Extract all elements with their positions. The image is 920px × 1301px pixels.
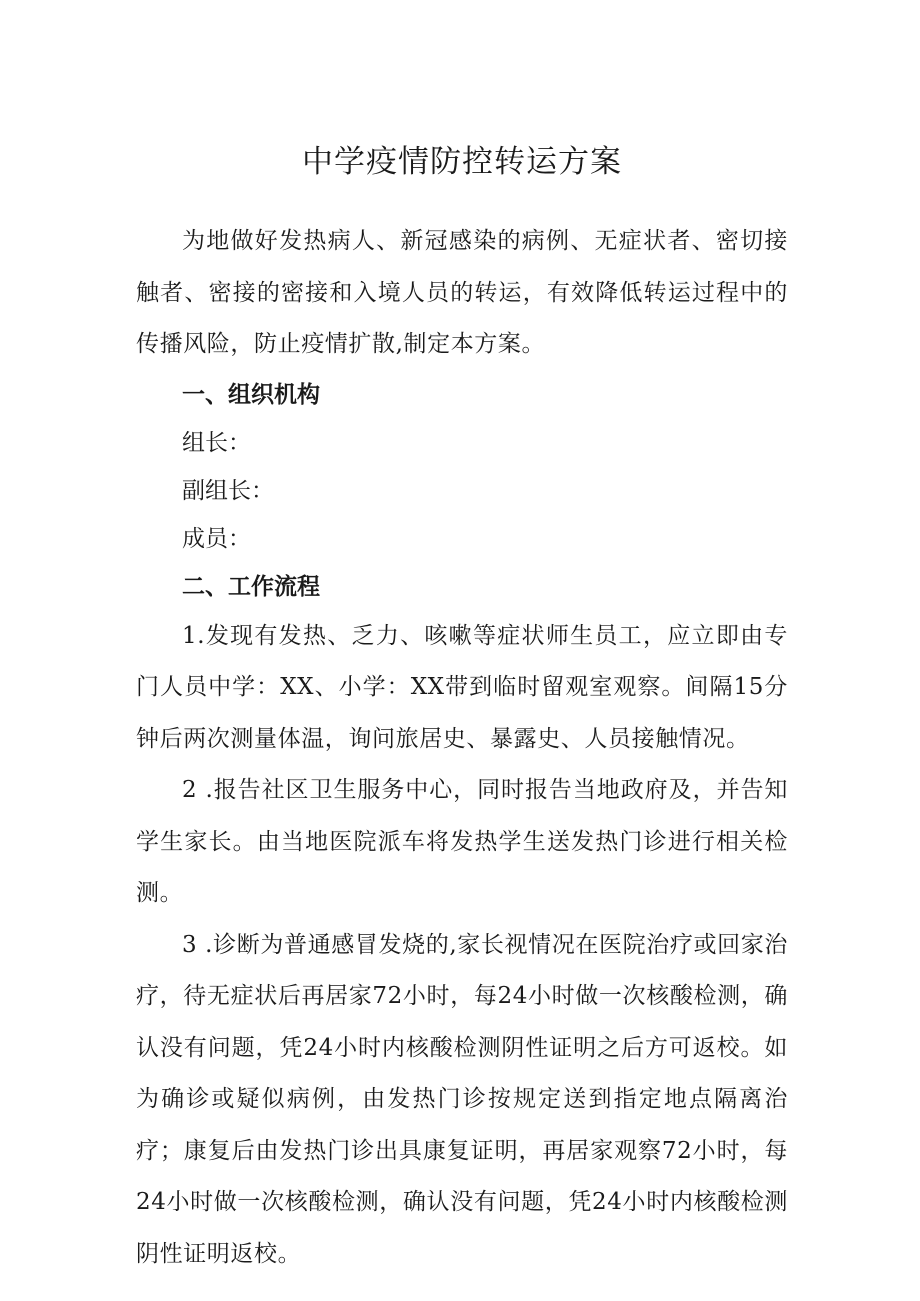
deputy-leader-line: 副组长：: [182, 477, 274, 504]
section-heading-workflow: 二、工作流程: [182, 573, 320, 600]
document-title: 中学疫情防控转运方案: [302, 144, 622, 180]
workflow-item-2: 2 .报告社区卫生服务中心，同时报告当地政府及，并告知学生家长。由当地医院派车将发热学生送发热门诊进行相关检测。: [136, 777, 788, 906]
workflow-item-1: 1.发现有发热、乏力、咳嗽等症状师生员工，应立即由专门人员中学：XX、小学：XX带到临时留观室观察。间隔15分钟后两次测量体温，询问旅居史、暴露史、人员接触情况。: [136, 622, 788, 752]
section-heading-organization: 一、组织机构: [182, 381, 320, 408]
leader-line: 组长：: [182, 429, 251, 456]
members-line: 成员：: [182, 525, 251, 552]
intro-paragraph: 为地做好发热病人、新冠感染的病例、无症状者、密切接触者、密接的密接和入境人员的转运，有效降低转运过程中的传播风险，防止疫情扩散,制定本方案。: [136, 228, 788, 357]
workflow-item-3: 3 .诊断为普通感冒发烧的,家长视情况在医院治疗或回家治疗，待无症状后再居家72小时，每24小时做一次核酸检测，确认没有问题，凭24小时内核酸检测阴性证明之后方可返校。如为确诊或疑似病例，由发热门诊按规定送到指定地点隔离治疗；康复后由发热门诊出具康复证明，再居家观察72小时，每24小时做一次核酸检测，确认没有问题，凭24小时内核酸检测阴性证明返校。: [136, 931, 788, 1267]
